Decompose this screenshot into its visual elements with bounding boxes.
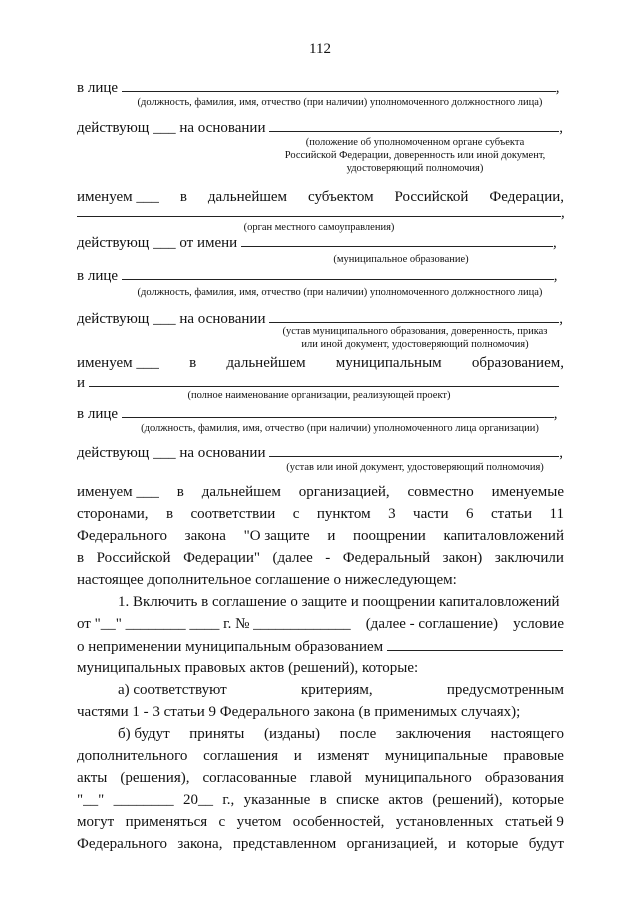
word: а) соответствуют <box>118 682 227 698</box>
caption-basis-2b: или иной документ, удостоверяющий полномочия) <box>301 339 529 350</box>
word: пунктом <box>316 506 371 522</box>
label: в лице <box>77 268 119 284</box>
body-line <box>77 527 564 545</box>
word: 11 <box>549 506 564 522</box>
word: настоящего <box>490 726 564 742</box>
word: 20__ <box>182 792 213 808</box>
body-line <box>77 483 564 501</box>
word: закона, <box>177 836 223 852</box>
punct: , <box>552 235 557 251</box>
word: которые <box>466 836 519 852</box>
word: 6 <box>465 506 474 522</box>
caption-basis-1a: (положение об уполномоченном органе субъекта <box>305 137 525 148</box>
caption-basis-3: (устав или иной документ, удостоверяющий полномочия) <box>286 462 544 473</box>
word: актов <box>388 792 424 808</box>
word: соответствии <box>190 506 276 522</box>
body-line <box>77 505 564 523</box>
word: ________ <box>113 792 174 808</box>
body-line-item-b <box>118 725 564 743</box>
form-line-on-behalf <box>77 233 557 252</box>
label: в лице <box>77 406 119 422</box>
word: сторонами, <box>77 506 149 522</box>
label: действующ ___ от имени <box>77 235 238 251</box>
body-line-clause-1: 1. Включить в соглашение о защите и поощрении капиталовложений <box>118 594 560 610</box>
word: (решения), <box>120 770 190 786</box>
punct: , <box>559 311 563 327</box>
word: части <box>413 506 449 522</box>
word: именуем ___ <box>77 189 159 205</box>
label: в лице <box>77 80 119 96</box>
word: в <box>319 792 327 808</box>
word: дополнительного <box>77 748 188 764</box>
word: о неприменении муниципальным образованием <box>77 639 384 655</box>
blank-line <box>387 637 563 651</box>
punct: , <box>553 406 558 422</box>
punct: , <box>559 445 563 461</box>
body-line <box>77 791 564 809</box>
word: образованием, <box>471 355 564 371</box>
blank-line <box>77 203 561 217</box>
word: списке <box>336 792 380 808</box>
word: статьи <box>490 506 533 522</box>
word: с <box>218 814 226 830</box>
word: Федерации" <box>183 550 261 566</box>
word: "__" <box>77 792 105 808</box>
word: особенностей, <box>292 814 385 830</box>
caption-local-authority: (орган местного самоуправления) <box>243 222 395 233</box>
word: статьей 9 <box>504 814 564 830</box>
word: в <box>189 355 197 371</box>
word: Федеральный <box>342 550 431 566</box>
word: Российской <box>394 189 469 205</box>
word: дальнейшем <box>201 484 281 500</box>
word: приняты <box>189 726 245 742</box>
form-line-representative-2 <box>77 266 558 285</box>
form-line-representative-3 <box>77 404 558 423</box>
form-line-representative-1 <box>77 78 564 97</box>
punct: , <box>561 205 565 221</box>
word: главой <box>309 770 352 786</box>
blank-line <box>122 404 554 418</box>
word: будут <box>528 836 564 852</box>
word: установленных <box>395 814 494 830</box>
word: Федерального <box>77 528 168 544</box>
body-line <box>77 615 564 633</box>
caption-position-fio-1: (должность, фамилия, имя, отчество (при наличии) уполномоченного должностного лица) <box>137 97 543 108</box>
blank-line <box>122 266 554 280</box>
caption-basis-1b: Российской Федерации, доверенность или иной документ, <box>284 150 546 161</box>
word: заключения <box>395 726 472 742</box>
word: соглашения <box>203 748 278 764</box>
punct: , <box>559 120 563 136</box>
word: и <box>327 528 336 544</box>
form-line-basis-3 <box>77 443 563 462</box>
word: заключили <box>494 550 564 566</box>
word: Федерации, <box>489 189 564 205</box>
form-line-basis-1 <box>77 118 563 137</box>
word: и <box>447 836 457 852</box>
word: с <box>292 506 300 522</box>
word: совместно <box>407 484 474 500</box>
word: - <box>325 550 331 566</box>
punct: , <box>553 268 558 284</box>
label: действующ ___ на основании <box>77 445 266 461</box>
word: организацией, <box>298 484 390 500</box>
word: именуемые <box>491 484 564 500</box>
word: указанные <box>243 792 311 808</box>
word: изменят <box>317 748 369 764</box>
word: правовые <box>503 748 564 764</box>
word: муниципальные <box>384 748 488 764</box>
word: муниципального <box>364 770 472 786</box>
word: капиталовложений <box>443 528 564 544</box>
label: действующ ___ на основании <box>77 120 266 136</box>
body-line-item-a <box>118 681 564 699</box>
label: и <box>77 375 86 391</box>
body-line <box>77 813 564 831</box>
word: дальнейшем <box>226 355 306 371</box>
body-line <box>77 747 564 765</box>
word: представленном <box>232 836 337 852</box>
body-line <box>77 549 564 567</box>
word: "О защите <box>243 528 310 544</box>
word: поощрении <box>353 528 426 544</box>
word: Российской <box>96 550 171 566</box>
body-line <box>77 769 564 787</box>
word: Федерального <box>77 836 168 852</box>
body-line: муниципальных правовых актов (решений), которые: <box>77 660 419 676</box>
word: (решений), <box>432 792 503 808</box>
word: в <box>176 484 184 500</box>
word: применяться <box>125 814 208 830</box>
word: (далее - соглашение) <box>365 616 499 632</box>
word: могут <box>77 814 115 830</box>
blank-line <box>122 78 556 92</box>
caption-basis-1c: удостоверяющий полномочия) <box>346 163 484 174</box>
word: дальнейшем <box>207 189 288 205</box>
blank-line <box>241 233 553 247</box>
word: в <box>77 550 85 566</box>
blank-line <box>269 443 559 457</box>
word: (далее <box>272 550 313 566</box>
caption-municipality: (муниципальное образование) <box>333 254 469 265</box>
word: именуем ___ <box>77 484 159 500</box>
word: от "__" ________ ____ г. № _____________ <box>77 616 351 632</box>
word: предусмотренным <box>446 682 564 698</box>
word: (изданы) <box>263 726 321 742</box>
word: организацией, <box>346 836 438 852</box>
form-line-named-municipality <box>77 354 564 372</box>
word: условие <box>513 616 564 632</box>
word: которые <box>511 792 564 808</box>
body-line-municipality <box>77 637 563 656</box>
word: г., <box>222 792 235 808</box>
caption-organization: (полное наименование организации, реализующей проект) <box>187 390 451 401</box>
word: 3 <box>388 506 396 522</box>
word: образования <box>484 770 564 786</box>
label: действующ ___ на основании <box>77 311 266 327</box>
word: именуем ___ <box>77 355 159 371</box>
form-line-local-authority <box>77 203 565 222</box>
word: муниципальным <box>335 355 442 371</box>
body-line: настоящее дополнительное соглашение о нижеследующем: <box>77 572 457 588</box>
word: субъектом <box>308 189 374 205</box>
word: критериям, <box>300 682 373 698</box>
punct: , <box>555 80 560 96</box>
caption-position-fio-3: (должность, фамилия, имя, отчество (при наличии) уполномоченного лица организации) <box>141 423 539 434</box>
blank-line <box>269 309 559 323</box>
word: б) будут <box>118 726 170 742</box>
word: закона <box>184 528 226 544</box>
word: учетом <box>236 814 282 830</box>
body-line: частями 1 - 3 статьи 9 Федерального закона (в применимых случаях); <box>77 704 521 720</box>
caption-position-fio-2: (должность, фамилия, имя, отчество (при наличии) уполномоченного должностного лица) <box>137 287 543 298</box>
caption-basis-2a: (устав муниципального образования, доверенность, приказ <box>282 326 548 337</box>
blank-line <box>269 118 559 132</box>
page-number: 112 <box>309 41 331 57</box>
word: в <box>179 189 187 205</box>
word: в <box>165 506 174 522</box>
word: и <box>293 748 302 764</box>
word: закон) <box>442 550 483 566</box>
word: согласованные <box>202 770 297 786</box>
blank-line <box>89 373 559 387</box>
body-line <box>77 835 564 853</box>
word: после <box>339 726 377 742</box>
word: акты <box>77 770 108 786</box>
